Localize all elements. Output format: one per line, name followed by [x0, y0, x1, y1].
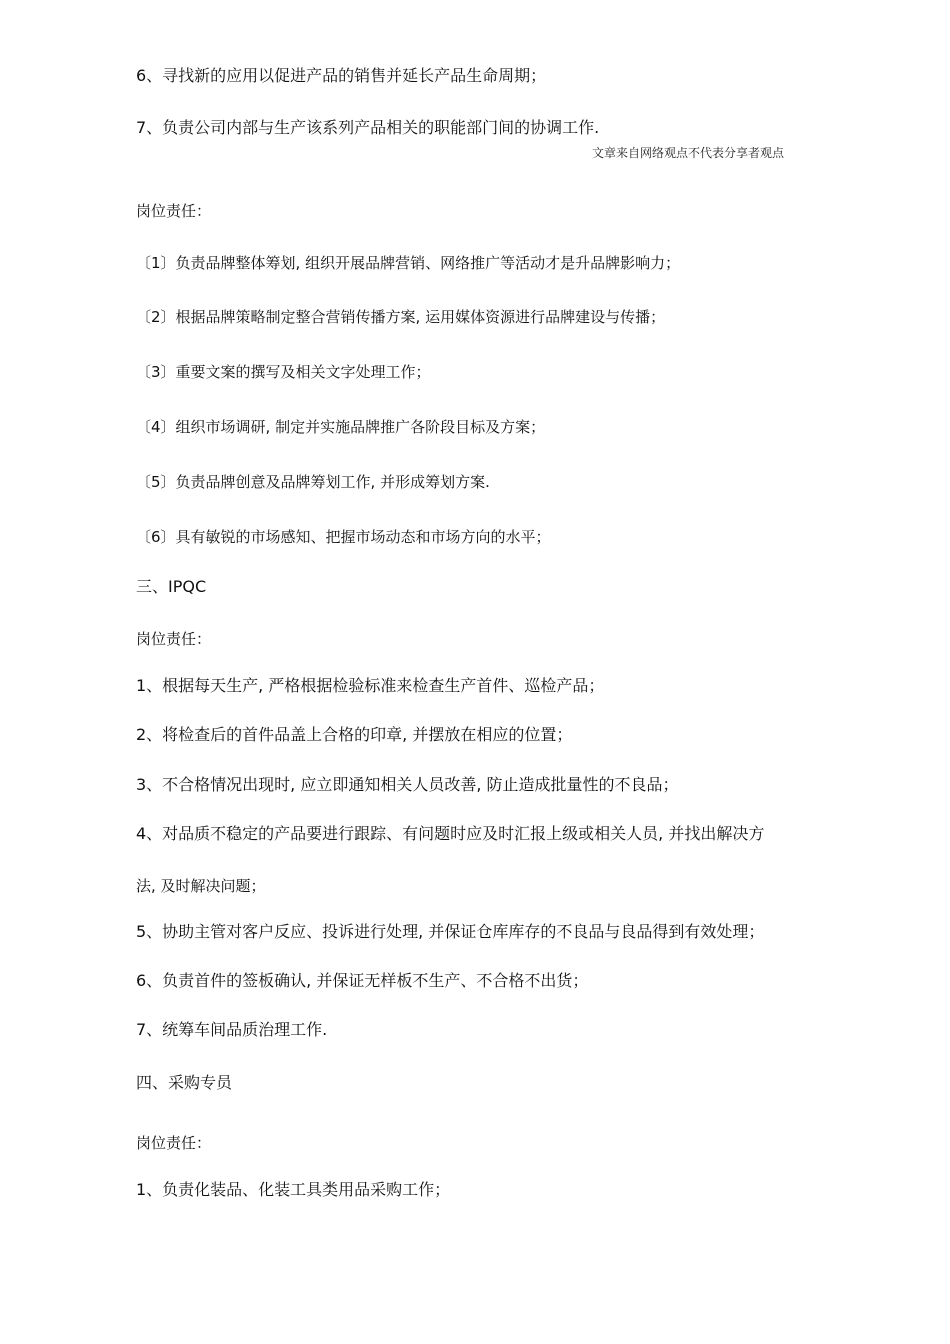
ipqc-item-7: 7、统筹车间品质治理工作. — [136, 1020, 328, 1039]
purchasing-item-1: 1、负责化装品、化装工具类用品采购工作； — [136, 1180, 451, 1199]
ipqc-item-1: 1、根据每天生产, 严格根据检验标准来检查生产首件、巡检产品； — [136, 676, 605, 695]
brand-duty-item-5: 〔5〕负责品牌创意及品牌筹划工作, 并形成筹划方案. — [136, 473, 490, 491]
intro-item-6: 6、寻找新的应用以促进产品的销售并延长产品生命周期； — [136, 66, 547, 85]
purchasing-duty-title: 岗位责任： — [136, 1134, 212, 1152]
ipqc-item-4-continued: 法, 及时解决问题； — [136, 877, 266, 895]
brand-duty-item-3: 〔3〕重要文案的撰写及相关文字处理工作； — [136, 363, 431, 381]
brand-duty-item-1: 〔1〕负责品牌整体筹划, 组织开展品牌营销、网络推广等活动才是升品牌影响力； — [136, 254, 681, 272]
ipqc-item-3: 3、不合格情况出现时, 应立即通知相关人员改善, 防止造成批量性的不良品； — [136, 775, 679, 794]
ipqc-heading: 三、IPQC — [136, 577, 207, 596]
brand-duty-item-4: 〔4〕组织市场调研, 制定并实施品牌推广各阶段目标及方案； — [136, 418, 546, 436]
brand-duty-title: 岗位责任： — [136, 202, 212, 220]
ipqc-item-6: 6、负责首件的签板确认, 并保证无样板不生产、不合格不出货； — [136, 971, 589, 990]
watermark-note: 文章来自网络观点不代表分享者观点 — [591, 146, 784, 160]
brand-duty-item-2: 〔2〕根据品牌策略制定整合营销传播方案, 运用媒体资源进行品牌建设与传播； — [136, 308, 666, 326]
ipqc-duty-title: 岗位责任： — [136, 630, 212, 648]
ipqc-item-2: 2、将检查后的首件品盖上合格的印章, 并摆放在相应的位置； — [136, 725, 573, 744]
ipqc-item-5: 5、协助主管对客户反应、投诉进行处理, 并保证仓库库存的不良品与良品得到有效处理； — [136, 922, 765, 941]
ipqc-item-4: 4、对品质不稳定的产品要进行跟踪、有问题时应及时汇报上级或相关人员, 并找出解决方 — [136, 824, 765, 843]
brand-duty-item-6: 〔6〕具有敏锐的市场感知、把握市场动态和市场方向的水平； — [136, 528, 551, 546]
intro-item-7: 7、负责公司内部与生产该系列产品相关的职能部门间的协调工作. — [136, 118, 600, 137]
purchasing-heading: 四、采购专员 — [136, 1073, 233, 1092]
